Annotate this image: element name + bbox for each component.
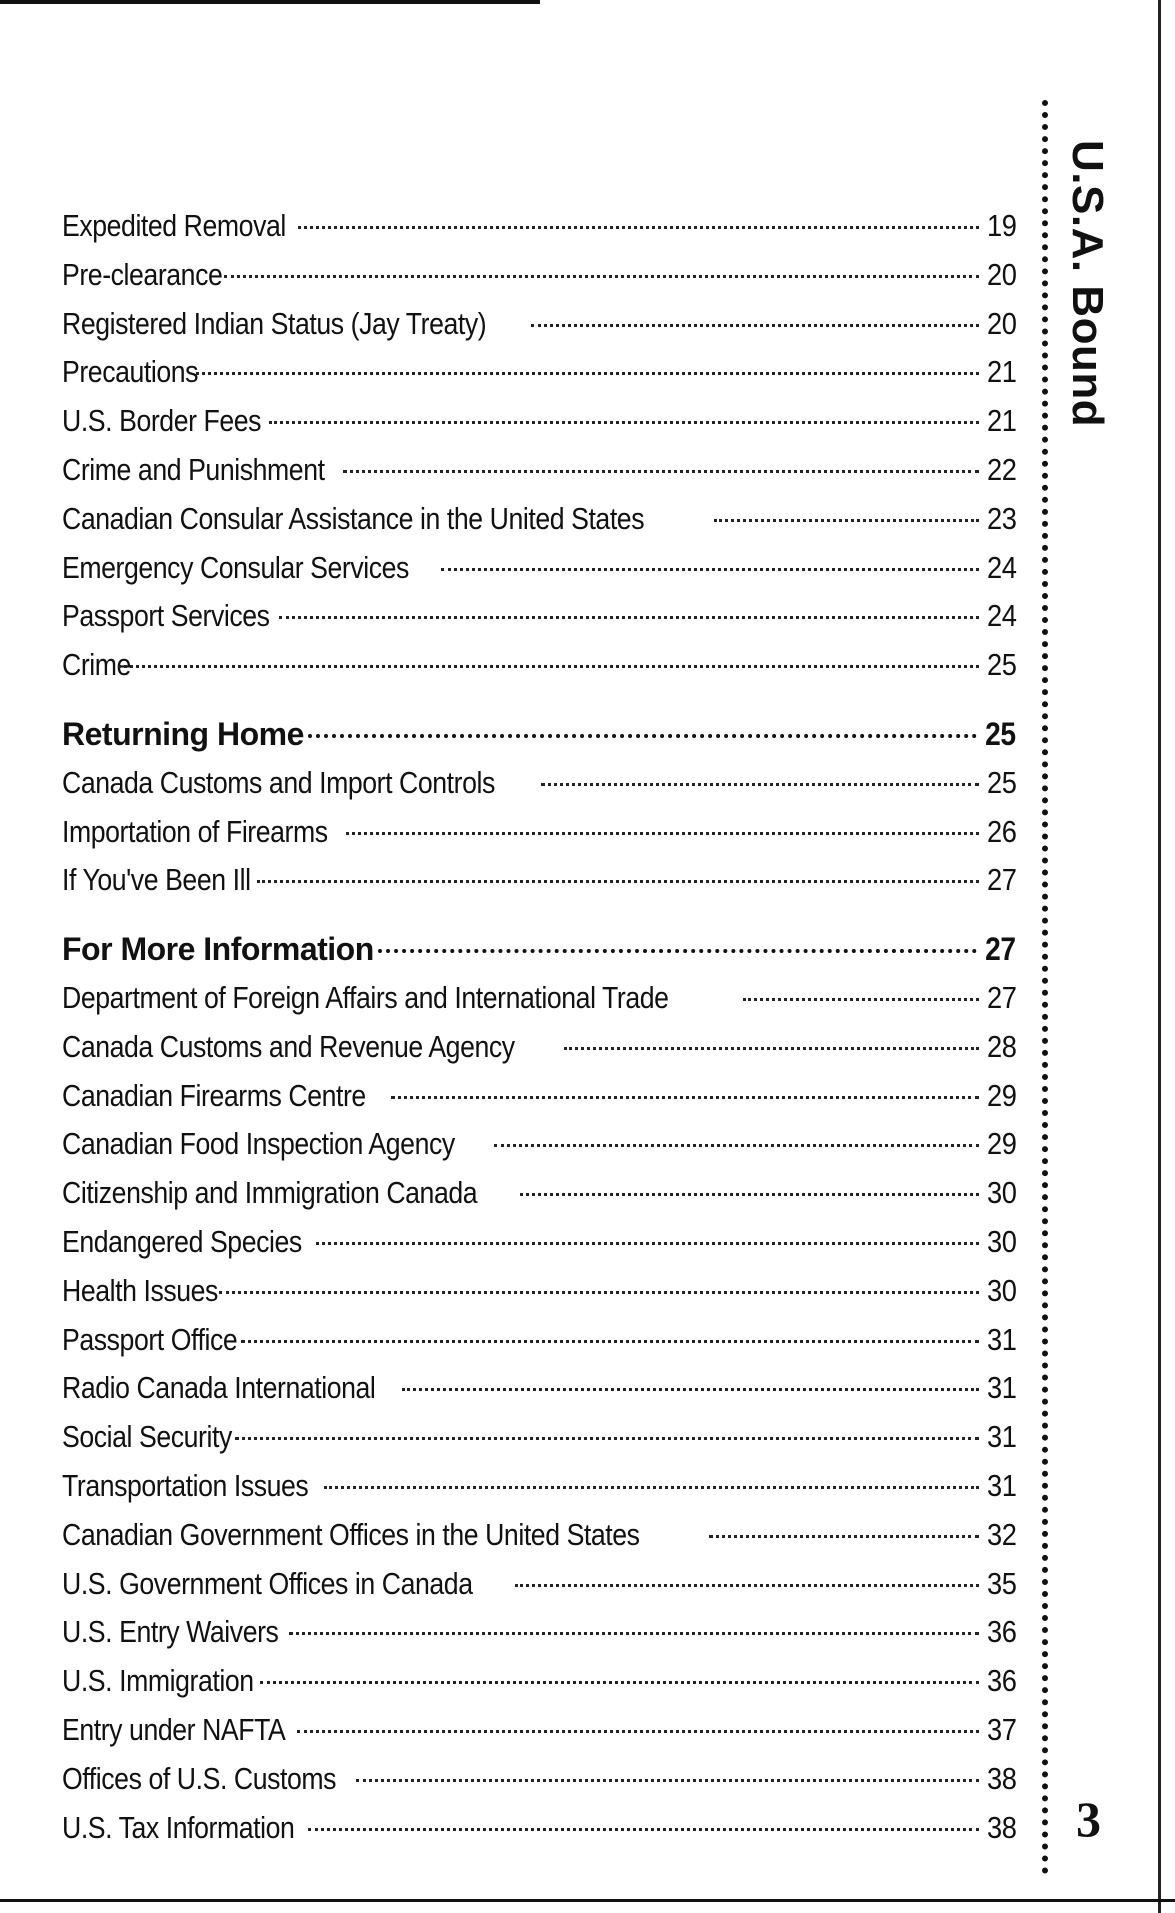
toc-page-number: 31 xyxy=(986,1370,1016,1406)
toc-page-number: 31 xyxy=(986,1467,1016,1503)
toc-page-number: 29 xyxy=(986,1077,1016,1113)
dot-leader xyxy=(308,734,978,738)
toc-entry xyxy=(62,1322,1016,1371)
toc-entry-title: Transportation Issues xyxy=(62,1467,309,1503)
toc-entry-title: Importation of Firearms xyxy=(62,813,328,849)
toc-entry-title: Department of Foreign Affairs and International Trade xyxy=(62,979,669,1015)
toc-entry xyxy=(62,1029,1016,1078)
toc-entry-title: Endangered Species xyxy=(62,1223,302,1259)
toc-entry-title: Canada Customs and Revenue Agency xyxy=(62,1028,515,1064)
toc-page-number: 27 xyxy=(985,931,1016,968)
toc-page-number: 21 xyxy=(986,354,1016,390)
toc-entry xyxy=(62,1370,1016,1419)
toc-page-number: 30 xyxy=(986,1175,1016,1211)
table-of-contents xyxy=(62,208,1016,1858)
toc-entry-title: Entry under NAFTA xyxy=(62,1711,286,1747)
dot-leader xyxy=(343,470,979,473)
page-edge xyxy=(1158,0,1161,1913)
toc-entry-title: Canadian Consular Assistance in the United States xyxy=(62,500,645,536)
dot-leader xyxy=(118,665,979,668)
toc-page-number: 28 xyxy=(986,1028,1016,1064)
toc-entry-title: Canadian Food Inspection Agency xyxy=(62,1126,455,1162)
dot-leader xyxy=(219,1291,979,1294)
toc-entry-title: Radio Canada International xyxy=(62,1370,376,1406)
toc-entry xyxy=(62,980,1016,1029)
toc-entry-title: U.S. Border Fees xyxy=(62,403,262,439)
toc-entry xyxy=(62,208,1016,257)
toc-entry xyxy=(62,257,1016,306)
toc-entry-title: For More Information xyxy=(62,931,374,968)
toc-page-number: 36 xyxy=(986,1614,1016,1650)
toc-page-number: 35 xyxy=(986,1565,1016,1601)
toc-page-number: 31 xyxy=(986,1419,1016,1455)
toc-entry xyxy=(62,1663,1016,1712)
toc-entry-title: Canadian Firearms Centre xyxy=(62,1077,366,1113)
toc-entry xyxy=(62,1126,1016,1175)
dot-leader xyxy=(378,949,978,953)
toc-page-number: 22 xyxy=(986,451,1016,487)
toc-page-number: 19 xyxy=(986,208,1016,243)
toc-page-number: 21 xyxy=(986,403,1016,439)
toc-entry xyxy=(62,1566,1016,1615)
toc-page-number: 38 xyxy=(986,1809,1016,1845)
toc-entry xyxy=(62,1273,1016,1322)
toc-entry xyxy=(62,1419,1016,1468)
toc-entry xyxy=(62,1078,1016,1127)
toc-entry-title: Health Issues xyxy=(62,1272,218,1308)
dot-leader xyxy=(316,1242,978,1245)
toc-entry xyxy=(62,814,1016,863)
toc-entry-title: Social Security xyxy=(62,1419,232,1455)
page-number: 3 xyxy=(1076,1791,1101,1847)
dot-leader xyxy=(308,1828,979,1831)
dot-leader xyxy=(541,783,979,786)
toc-page-number: 20 xyxy=(986,305,1016,341)
dot-leader xyxy=(709,1535,979,1538)
dot-leader xyxy=(714,519,978,522)
toc-page-number: 27 xyxy=(986,979,1016,1015)
toc-entry xyxy=(62,354,1016,403)
toc-page-number: 37 xyxy=(986,1711,1016,1747)
toc-page-number: 32 xyxy=(986,1516,1016,1552)
dot-leader xyxy=(402,1388,979,1391)
toc-page-number: 24 xyxy=(986,549,1016,585)
dot-leader xyxy=(356,1779,978,1782)
toc-entry-title: U.S. Immigration xyxy=(62,1663,254,1699)
toc-entry-title: Citizenship and Immigration Canada xyxy=(62,1175,478,1211)
toc-entry xyxy=(62,1224,1016,1273)
toc-entry xyxy=(62,1517,1016,1566)
toc-entry xyxy=(62,862,1016,911)
toc-entry-title: Canadian Government Offices in the United States xyxy=(62,1516,640,1552)
dot-leader xyxy=(494,1144,978,1147)
toc-section-heading xyxy=(62,931,1016,980)
toc-entry xyxy=(62,1810,1016,1859)
toc-page-number: 23 xyxy=(986,500,1016,536)
dot-leader xyxy=(269,421,979,424)
running-title: U.S.A. Bound xyxy=(1063,140,1112,428)
toc-entry-title: Emergency Consular Services xyxy=(62,549,409,585)
toc-entry xyxy=(62,1614,1016,1663)
dot-leader xyxy=(564,1047,979,1050)
toc-entry-title: Crime xyxy=(62,647,131,683)
toc-page-number: 27 xyxy=(986,862,1016,898)
toc-entry xyxy=(62,1712,1016,1761)
toc-section-heading xyxy=(62,716,1016,765)
dot-leader xyxy=(531,324,979,327)
dot-leader xyxy=(324,1486,979,1489)
toc-entry-title: If You've Been Ill xyxy=(62,862,251,898)
dot-leader xyxy=(743,998,979,1001)
toc-entry-title: Offices of U.S. Customs xyxy=(62,1760,337,1796)
dot-leader xyxy=(257,880,979,883)
dot-leader xyxy=(346,832,978,835)
toc-page-number: 25 xyxy=(985,715,1016,752)
toc-entry-title: U.S. Tax Information xyxy=(62,1809,295,1845)
toc-entry xyxy=(62,306,1016,355)
dot-leader xyxy=(391,1096,979,1099)
dot-leader xyxy=(196,372,979,375)
toc-entry-title: Crime and Punishment xyxy=(62,451,325,487)
toc-entry-title: U.S. Government Offices in Canada xyxy=(62,1565,473,1601)
toc-entry xyxy=(62,1468,1016,1517)
bottom-rule xyxy=(0,1899,1175,1902)
toc-entry-title: Passport Services xyxy=(62,598,270,634)
dot-leader xyxy=(298,226,979,229)
toc-page-number: 36 xyxy=(986,1663,1016,1699)
toc-page-number: 20 xyxy=(986,256,1016,292)
toc-entry xyxy=(62,550,1016,599)
toc-entry-title: Registered Indian Status (Jay Treaty) xyxy=(62,305,487,341)
toc-entry-title: Passport Office xyxy=(62,1321,238,1357)
toc-entry-title: U.S. Entry Waivers xyxy=(62,1614,279,1650)
toc-page-number: 26 xyxy=(986,813,1016,849)
dot-leader xyxy=(515,1584,979,1587)
toc-page-number: 38 xyxy=(986,1760,1016,1796)
toc-entry xyxy=(62,598,1016,647)
dot-leader xyxy=(260,1681,978,1684)
dot-leader xyxy=(224,275,979,278)
toc-entry-title: Canada Customs and Import Controls xyxy=(62,764,495,800)
dot-leader xyxy=(235,1437,979,1440)
toc-page-number: 29 xyxy=(986,1126,1016,1162)
toc-entry-title: Precautions xyxy=(62,354,199,390)
dot-leader xyxy=(289,1632,978,1635)
dot-leader xyxy=(279,616,979,619)
dot-leader xyxy=(297,1730,978,1733)
dot-leader xyxy=(241,1340,978,1343)
toc-entry xyxy=(62,1761,1016,1810)
toc-page-number: 31 xyxy=(986,1321,1016,1357)
toc-entry xyxy=(62,765,1016,814)
dot-leader xyxy=(520,1193,978,1196)
dotted-divider xyxy=(1042,100,1048,1875)
toc-entry xyxy=(62,1175,1016,1224)
toc-page-number: 25 xyxy=(986,647,1016,683)
toc-page-number: 24 xyxy=(986,598,1016,634)
top-rule xyxy=(0,0,540,4)
toc-page-number: 30 xyxy=(986,1272,1016,1308)
toc-page-number: 25 xyxy=(986,764,1016,800)
toc-entry xyxy=(62,647,1016,696)
dot-leader xyxy=(441,568,979,571)
toc-entry-title: Pre-clearance xyxy=(62,256,223,292)
toc-entry xyxy=(62,501,1016,550)
toc-entry-title: Expedited Removal xyxy=(62,208,286,243)
toc-page-number: 30 xyxy=(986,1223,1016,1259)
toc-entry xyxy=(62,403,1016,452)
toc-entry-title: Returning Home xyxy=(62,715,304,752)
toc-entry xyxy=(62,452,1016,501)
